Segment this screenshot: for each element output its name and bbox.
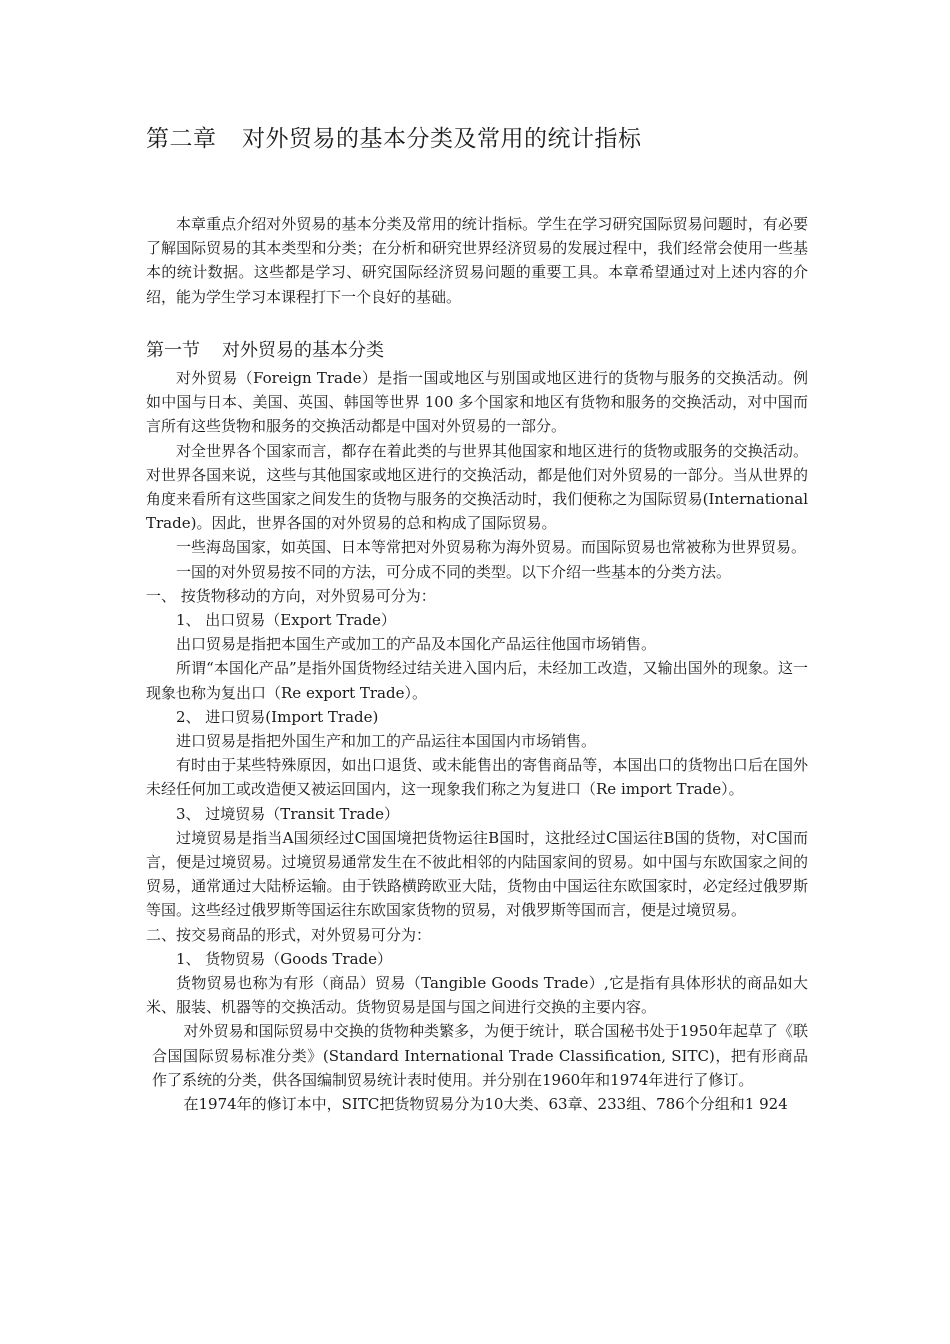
goods-paragraph-1: 货物贸易也称为有形（商品）贸易（Tangible Goods Trade）,它是指有具体形状的商品如大米、服装、机器等的交换活动。货物贸易是国与国之间进行交换的主要内容。 — [146, 974, 808, 1017]
chapter-number: 第二章 — [146, 126, 217, 152]
goods-paragraph-2: 对外贸易和国际贸易中交换的货物种类繁多，为便于统计，联合国秘书处于1950年起草了《联合国国际贸易标准分类》(Standard International Trade Classification, SITC)，把有形商品作了系统的分类，供各国编制贸易统计表时使用。并分别在1960年和1974年进行了修订。 — [152, 1022, 808, 1089]
export-paragraph-2: 所谓“本国化产品”是指外国货物经过结关进入国内后，未经加工改造，又输出国外的现象。这一现象也称为复出口（Re export Trade）。 — [146, 659, 808, 702]
section-title: 对外贸易的基本分类 — [222, 340, 384, 361]
section-number: 第一节 — [146, 340, 200, 361]
intro-paragraph: 本章重点介绍对外贸易的基本分类及常用的统计指标。学生在学习研究国际贸易问题时，有必要了解国际贸易的其本类型和分类；在分析和研究世界经济贸易的发展过程中，我们经常会使用一些基本的统计数据。这些都是学习、研究国际经济贸易问题的重要工具。本章希望通过对上述内容的介绍，能为学生学习本课程打下一个良好的基础。 — [146, 215, 808, 306]
category-heading-direction: 一、 按货物移动的方向，对外贸易可分为： — [146, 586, 436, 605]
chapter-title — [146, 120, 642, 153]
transit-heading: 3、 过境贸易（Transit Trade） — [176, 804, 399, 823]
paragraph-overseas-trade: 一些海岛国家，如英国、日本等常把对外贸易称为海外贸易。而国际贸易也常被称为世界贸易。 — [176, 538, 807, 557]
export-paragraph-1: 出口贸易是指把本国生产或加工的产品及本国化产品运往他国市场销售。 — [176, 635, 657, 654]
chapter-title-text: 对外贸易的基本分类及常用的统计指标 — [242, 126, 642, 152]
import-paragraph-2: 有时由于某些特殊原因，如出口退货、或未能售出的寄售商品等，本国出口的货物出口后在国外未经任何加工或改造便又被运回国内，这一现象我们称之为复进口（Re import Trade）。 — [146, 756, 808, 799]
export-heading: 1、 出口贸易（Export Trade） — [176, 611, 396, 630]
goods-paragraph-3: 在1974年的修订本中，SITC把货物贸易分为10大类、63章、233组、786个分组和1 924 — [183, 1095, 788, 1114]
paragraph-foreign-trade: 对外贸易（Foreign Trade）是指一国或地区与别国或地区进行的货物与服务的交换活动。例如中国与日本、美国、英国、韩国等世界 100 多个国家和地区有货物和服务的交换活动，对中国而言所有这些货物和服务的交换活动都是中国对外贸易的一部分。 — [146, 369, 808, 436]
goods-heading: 1、 货物贸易（Goods Trade） — [176, 949, 393, 968]
category-heading-form: 二、按交易商品的形式，对外贸易可分为： — [146, 925, 432, 944]
section-1 — [146, 338, 808, 1116]
import-paragraph-1: 进口贸易是指把外国生产和加工的产品运往本国国内市场销售。 — [176, 732, 597, 751]
paragraph-classification-intro: 一国的对外贸易按不同的方法，可分成不同的类型。以下介绍一些基本的分类方法。 — [176, 562, 732, 581]
import-heading: 2、 进口贸易(Import Trade) — [176, 707, 379, 726]
section-heading — [146, 338, 808, 364]
paragraph-international-trade: 对全世界各个国家而言，都存在着此类的与世界其他国家和地区进行的货物或服务的交换活动。对世界各国来说，这些与其他国家或地区进行的交换活动，都是他们对外贸易的一部分。当从世界的角度来看所有这些国家之间发生的货物与服务的交换活动时，我们便称之为国际贸易(International Trade)。因此，世界各国的对外贸易的总和构成了国际贸易。 — [146, 441, 808, 533]
intro-block — [146, 212, 808, 309]
transit-paragraph: 过境贸易是指当A国须经过C国国境把货物运往B国时，这批经过C国运往B国的货物，对C国而言，便是过境贸易。过境贸易通常发生在不彼此相邻的内陆国家间的贸易。如中国与东欧国家之间的贸易，通常通过大陆桥运输。由于铁路横跨欧亚大陆，货物由中国运往东欧国家时，必定经过俄罗斯等国。这些经过俄罗斯等国运往东欧国家货物的贸易，对俄罗斯等国而言，便是过境贸易。 — [146, 828, 808, 920]
